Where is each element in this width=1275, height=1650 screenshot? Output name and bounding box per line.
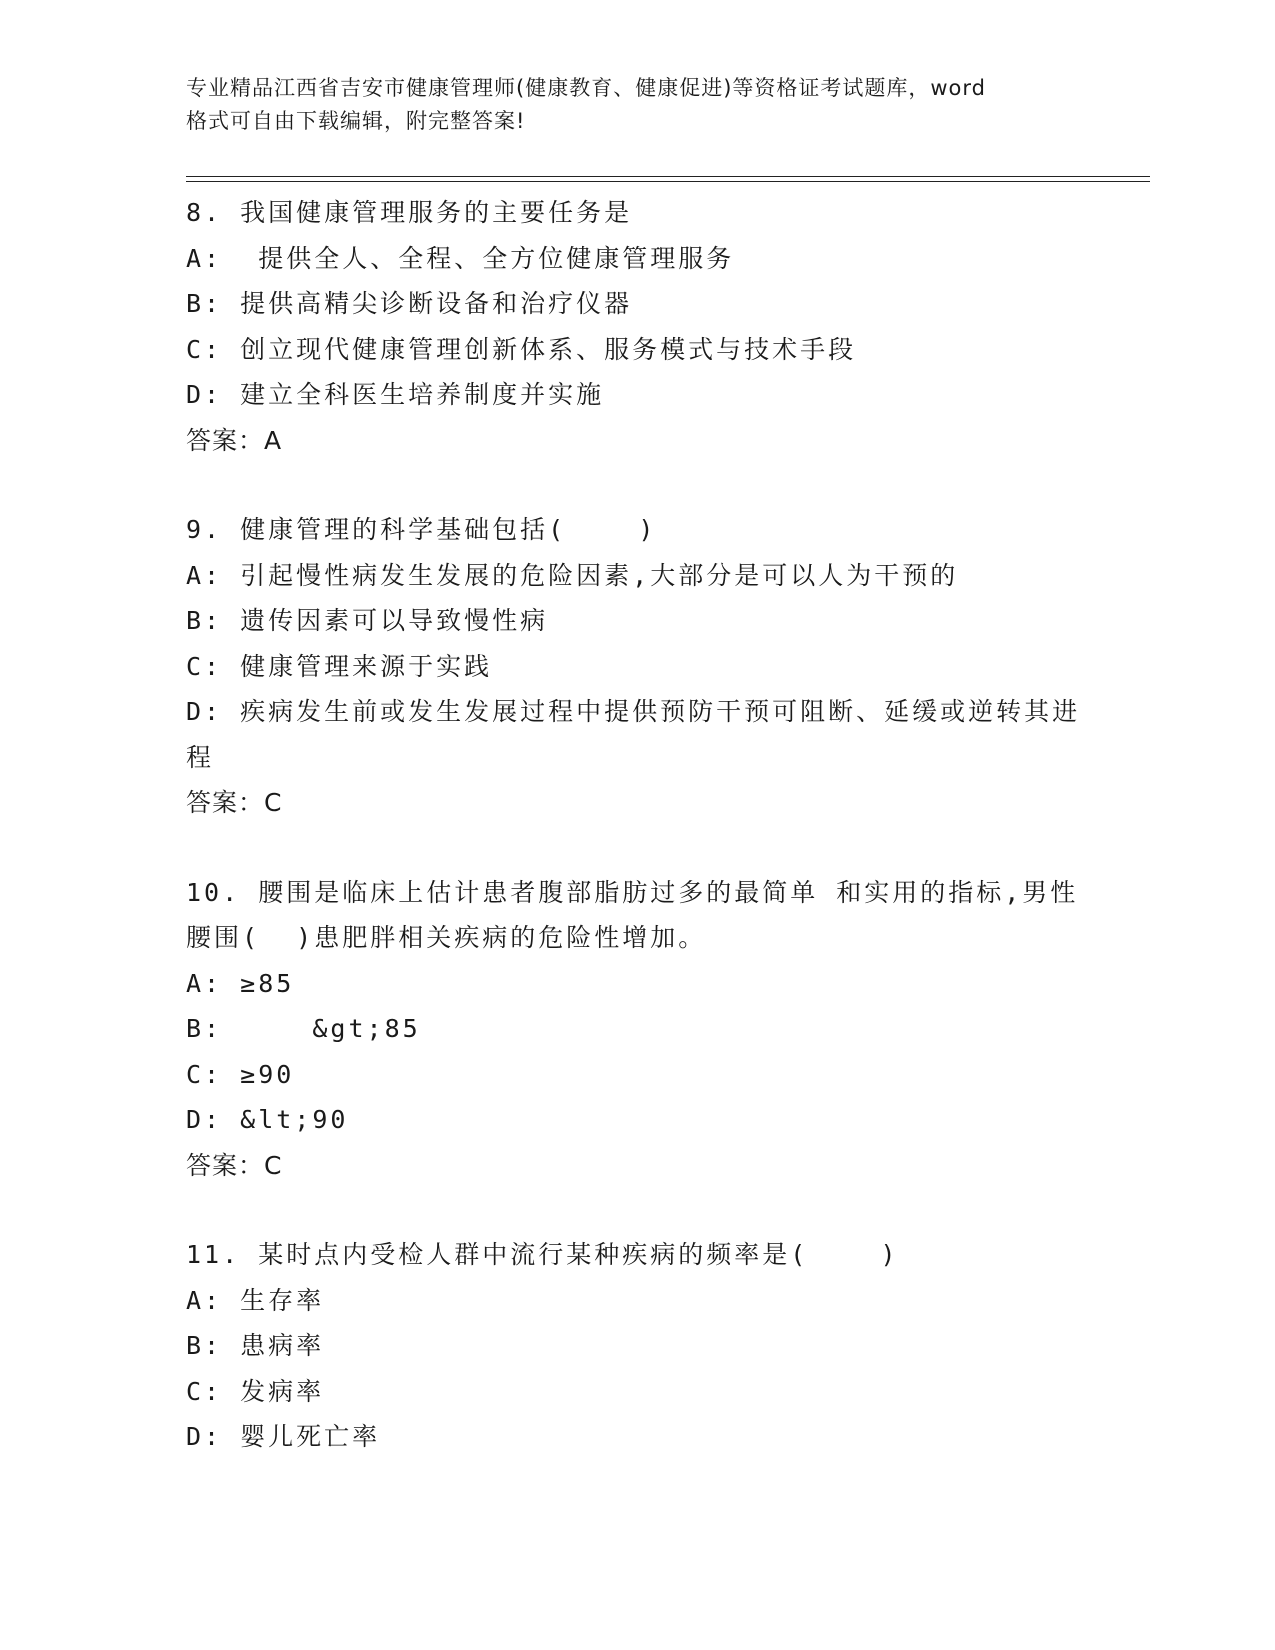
question-8 (186, 190, 1086, 463)
question-stem: 9. 健康管理的科学基础包括( ) (186, 515, 657, 544)
header-line-2: 格式可自由下载编辑，附完整答案! (186, 109, 526, 133)
option-b: B: 遗传因素可以导致慢性病 (186, 606, 549, 635)
question-10 (186, 870, 1086, 1189)
option-d: D: &lt;90 (186, 1105, 349, 1134)
question-list (186, 190, 1086, 1504)
option-c: C: 健康管理来源于实践 (186, 651, 493, 681)
option-c: C: 发病率 (186, 1376, 325, 1406)
option-b: B: 提供高精尖诊断设备和治疗仪器 (186, 289, 633, 318)
header-divider-bottom (186, 181, 1150, 182)
option-a: A: 生存率 (186, 1285, 325, 1315)
answer-label: 答案：C (186, 788, 283, 817)
option-d: D: 疾病发生前或发生发展过程中提供预防干预可阻断、延缓或逆转其进程 (186, 697, 1081, 772)
option-d: D: 婴儿死亡率 (186, 1422, 381, 1451)
option-b: B: 患病率 (186, 1331, 325, 1360)
header-divider-top (186, 176, 1150, 177)
question-stem: 10. 腰围是临床上估计患者腹部脂肪过多的最简单 和实用的指标,男性腰围( )患肥胖相关疾病的危险性增加。 (186, 877, 1079, 952)
option-c: C: 创立现代健康管理创新体系、服务模式与技术手段 (186, 334, 857, 364)
header-line-1: 专业精品江西省吉安市健康管理师(健康教育、健康促进)等资格证考试题库，word (186, 76, 987, 100)
option-a: A: ≥85 (186, 968, 295, 998)
option-a: A: 提供全人、全程、全方位健康管理服务 (186, 243, 735, 273)
question-11 (186, 1232, 1086, 1460)
question-9 (186, 507, 1086, 826)
option-a: A: 引起慢性病发生发展的危险因素,大部分是可以人为干预的 (186, 560, 959, 590)
option-b: B: &gt;85 (186, 1014, 421, 1043)
answer-label: 答案：A (186, 425, 283, 455)
document-header (186, 72, 1086, 138)
question-stem: 8. 我国健康管理服务的主要任务是 (186, 198, 633, 227)
answer-label: 答案：C (186, 1150, 283, 1180)
option-c: C: ≥90 (186, 1059, 295, 1089)
question-stem: 11. 某时点内受检人群中流行某种疾病的频率是( ) (186, 1240, 899, 1269)
option-d: D: 建立全科医生培养制度并实施 (186, 380, 605, 409)
